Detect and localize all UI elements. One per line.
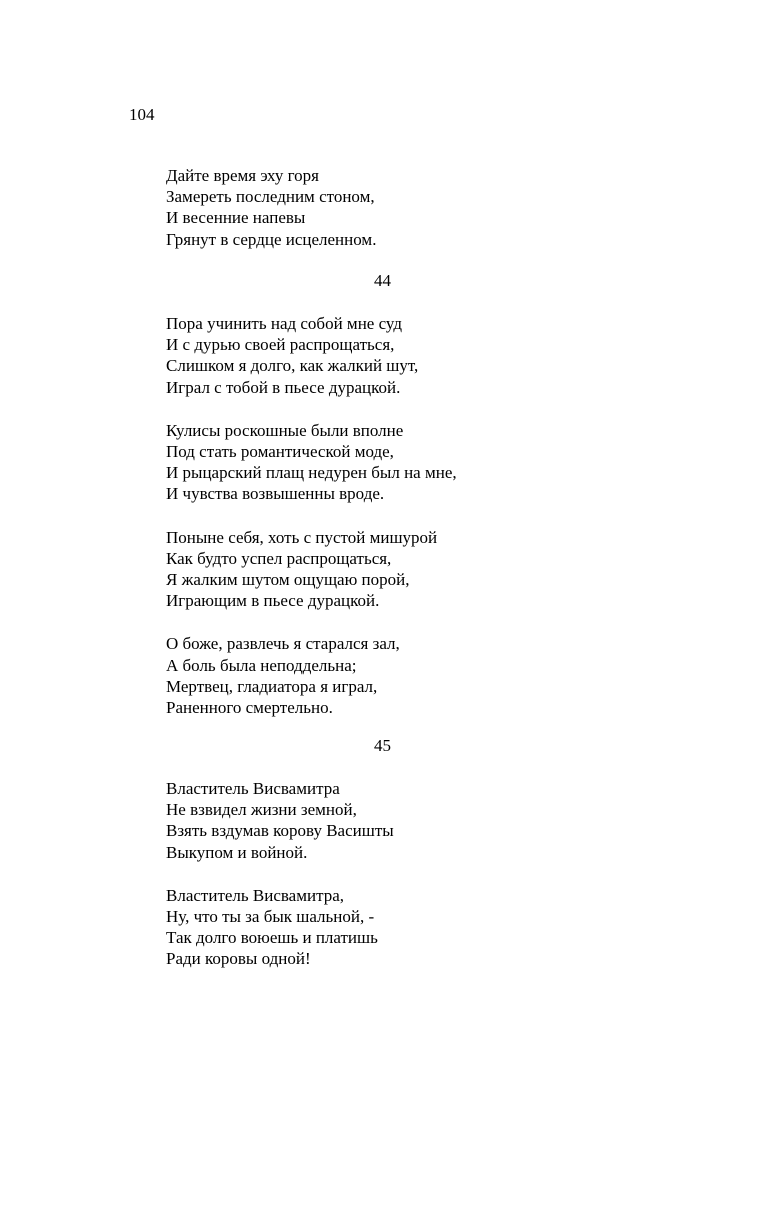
- stanza: [166, 885, 394, 970]
- poem-44: [166, 313, 457, 740]
- poem-line: Не взвидел жизни земной,: [166, 800, 357, 820]
- poem-line: Поныне себя, хоть с пустой мишурой: [166, 527, 438, 547]
- poem-line: Играл с тобой в пьесе дурацкой.: [166, 377, 401, 397]
- poem-line: Раненного смертельно.: [166, 698, 333, 718]
- stanza: [166, 420, 457, 505]
- poem-line: И чувства возвышенны вроде.: [166, 484, 385, 504]
- stanza: [166, 527, 457, 612]
- poem-number-45: 45: [374, 736, 391, 755]
- poem-line: Как будто успел распрощаться,: [166, 548, 392, 568]
- poem-line: Играющим в пьесе дурацкой.: [166, 591, 380, 611]
- poem-line: И весенние напевы: [166, 208, 306, 228]
- poem-45: [166, 778, 394, 992]
- poem-line: И рыцарский плащ недурен был на мне,: [166, 463, 457, 483]
- stanza: [166, 313, 457, 398]
- poem-line: Выкупом и войной.: [166, 842, 308, 862]
- poem-line: Взять вздумав корову Васишты: [166, 821, 394, 841]
- poem-line: И с дурью своей распрощаться,: [166, 335, 395, 355]
- stanza: [166, 633, 457, 718]
- poem-line: Пора учинить над собой мне суд: [166, 314, 402, 333]
- poem-line: Дайте время эху горя: [166, 166, 319, 185]
- poem-line: Мертвец, гладиатора я играл,: [166, 676, 378, 696]
- poem-number-44: 44: [374, 271, 391, 290]
- poem-line: Властитель Висвамитра: [166, 779, 340, 798]
- poem-line: Я жалким шутом ощущаю порой,: [166, 570, 410, 590]
- poem-line: Грянут в сердце исцеленном.: [166, 229, 377, 249]
- poem-line: Слишком я долго, как жалкий шут,: [166, 356, 419, 376]
- poem-line: Ну, что ты за бык шальной, -: [166, 907, 375, 927]
- poem-line: Под стать романтической моде,: [166, 442, 394, 462]
- poem-line: А боль была неподдельна;: [166, 655, 357, 675]
- page-number: 104: [129, 105, 155, 124]
- stanza: [166, 778, 394, 863]
- poem-line: Властитель Висвамитра,: [166, 885, 345, 905]
- poem-line: Кулисы роскошные были вполне: [166, 420, 404, 440]
- poem-line: Ради коровы одной!: [166, 949, 311, 969]
- poem-line: Замереть последним стоном,: [166, 187, 375, 207]
- continued-poem: [166, 165, 376, 272]
- poem-line: Так долго воюешь и платишь: [166, 928, 378, 948]
- stanza: [166, 165, 376, 250]
- poem-line: О боже, развлечь я старался зал,: [166, 634, 400, 654]
